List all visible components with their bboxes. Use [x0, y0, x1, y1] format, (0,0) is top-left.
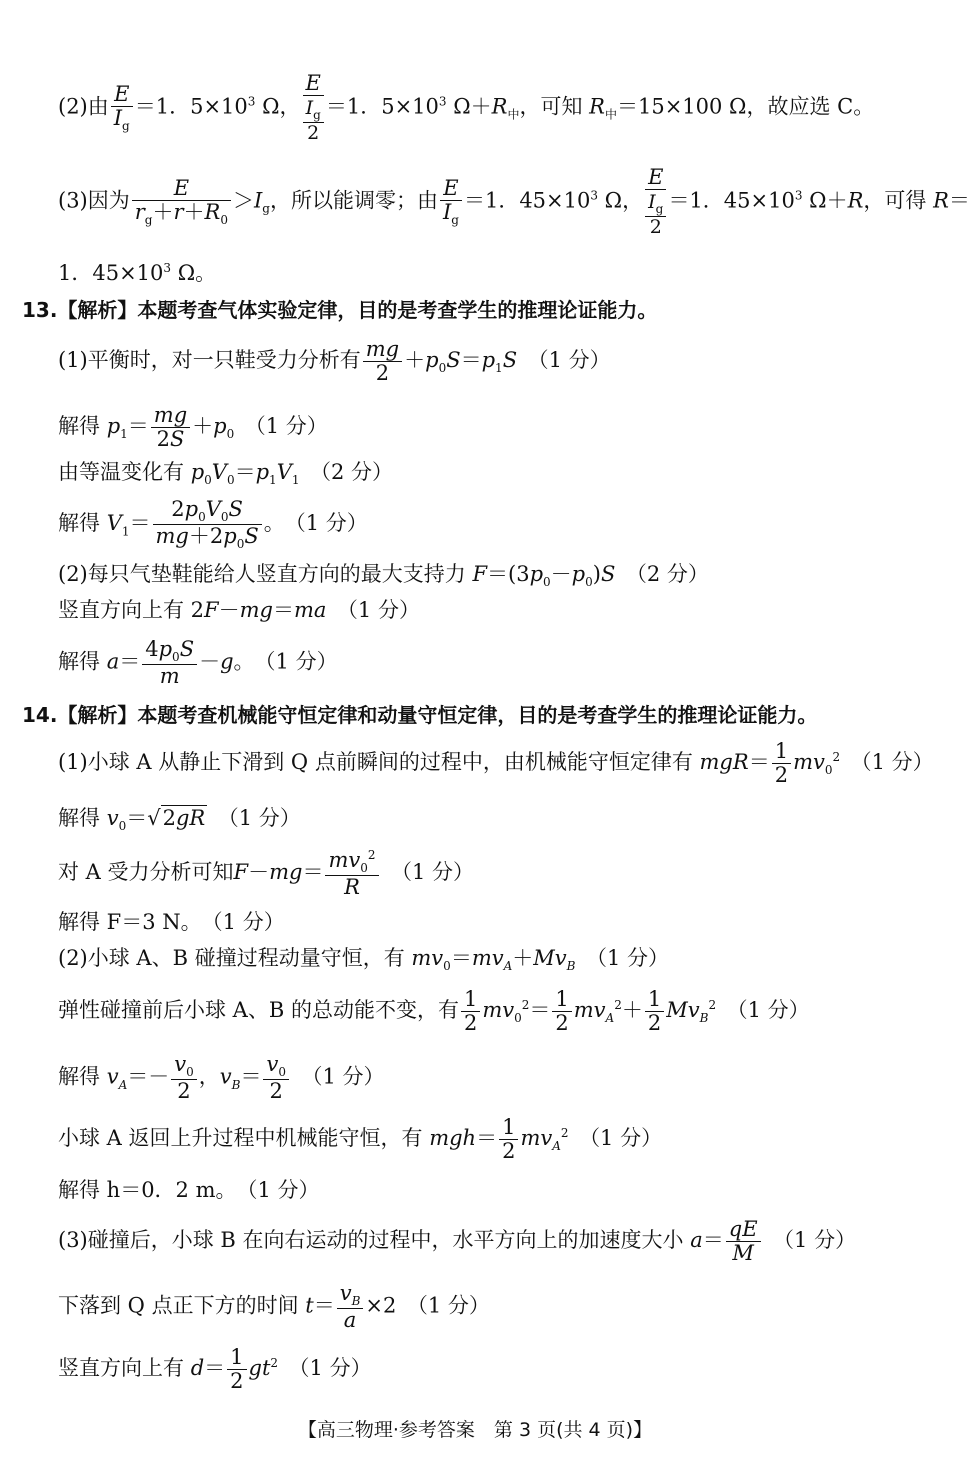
q13-line2: 解得 $p_1=$ $\frac{mg}{2S}$ $+p_0$ （1 分）	[58, 403, 328, 451]
q14-line8: 小球 A 返回上升过程中机械能守恒，有 mgh＝ $\frac{1}{2}$ $mv_A^2$ （1 分）	[58, 1115, 663, 1163]
q12-p3-gt: ＞	[232, 188, 254, 213]
q13-line3: 由等温变化有 $p_0V_0=p_1V_1$ （2 分）	[58, 460, 394, 488]
q12-p3-eq1: ＝1．45×10	[463, 188, 591, 213]
q14-l6-score: （1 分）	[737, 998, 810, 1022]
q14-l10-score: （1 分）	[783, 1228, 857, 1252]
q12-p2-exp2: 3	[438, 94, 447, 109]
q14-line6: 弹性碰撞前后小球 A、B 的总动能不变，有 $\frac{1}{2}$ $mv_0^2=$ $\frac{1}{2}$ $mv_A^2+$ $\frac{1}{2}$ $Mv_B^2$ （1 分）	[58, 987, 810, 1035]
q14-l12-text: 竖直方向上有	[58, 1356, 184, 1380]
q13-l4-text: 解得	[58, 511, 100, 536]
q14-l2-score: （1 分）	[228, 806, 301, 830]
q13-line6: 竖直方向上有 2F－mg＝ma （1 分）	[58, 598, 420, 622]
q12-p3-exp: 3	[590, 188, 598, 203]
q13-heading: 13.【解析】本题考查气体实验定律，目的是考查学生的推理论证能力。	[22, 298, 658, 322]
q13-line7: 解得 a＝ $\frac{4p_0S}{m}$ －g。 （1 分）	[58, 637, 338, 689]
q14-l10-text: (3)碰撞后，小球 B 在向右运动的过程中，水平方向上的加速度大小	[58, 1228, 684, 1252]
q14-l11-text: 下落到 Q 点正下方的时间	[58, 1293, 299, 1318]
q12-p3-tail: ，可得	[863, 188, 927, 213]
q14-l9-score: （1 分）	[247, 1178, 320, 1202]
q12-p3-comma: ，所以能调零；由	[269, 188, 438, 213]
q14-l7-score: （1 分）	[311, 1064, 385, 1089]
q14-l2-text: 解得	[58, 806, 100, 830]
q12-p2-exp1: 3	[247, 94, 256, 109]
q14-line11: 下落到 Q 点正下方的时间 t＝ $\frac{v_B}{a}$ ×2 （1 分）	[58, 1281, 490, 1333]
q14-line3: 对 A 受力分析可知F－mg＝ $\frac{mv_0^2}{R}$ （1 分）	[58, 848, 475, 900]
q14-l4-text: 解得 F＝3 N。	[58, 910, 192, 934]
q12-p2-prefix: (2)由	[58, 94, 109, 119]
q12-p3-eq2: ＝1．45×10	[668, 188, 795, 213]
q14-l6-text: 弹性碰撞前后小球 A、B 的总动能不变，有	[58, 998, 459, 1022]
q12-p2-unit1: Ω，	[255, 94, 301, 119]
q14-l12-score: （1 分）	[299, 1356, 372, 1380]
q13-l2-text: 解得	[58, 414, 100, 438]
q14-l5-score: （1 分）	[596, 946, 670, 970]
q14-l9-text: 解得 h＝0．2 m。	[58, 1178, 227, 1202]
q14-line10: (3)碰撞后，小球 B 在向右运动的过程中，水平方向上的加速度大小 a＝ $\frac{qE}{M}$ （1 分）	[58, 1217, 857, 1265]
q14-line7: 解得 $v_A=-$ $\frac{v_0}{2}$ ，$v_B=$ $\frac{v_0}{2}$ （1 分）	[58, 1052, 385, 1104]
q12-p3-final-unit: Ω。	[171, 261, 217, 285]
q12-p2-eq2: ＝1．5×10	[325, 94, 439, 119]
q14-l11-score: （1 分）	[417, 1293, 490, 1318]
q14-l3-score: （1 分）	[401, 860, 475, 885]
q14-l8-score: （1 分）	[589, 1126, 663, 1150]
q13-l3-text: 由等温变化有	[58, 460, 184, 484]
q12-p3: (3)因为 $\frac{E}{r_g+r+R_0}$ $>I_g$，所以能调零；由 $\frac{E}{I_g}$ ＝1．$45\times 10^3$ Ω， $\frac{E}{\frac{I_g}{2}}$ ＝1．$45\times 10^3$ Ω＋R，可得 R＝	[58, 165, 970, 238]
q14-line9	[58, 1180, 320, 1201]
q14-l7-text: 解得	[58, 1064, 100, 1089]
q12-p3-prefix: (3)因为	[58, 188, 130, 213]
q13-l3-score: （2 分）	[320, 460, 394, 484]
q14-line1: (1)小球 A 从静止下滑到 Q 点前瞬间的过程中，由机械能守恒定律有 mgR＝ $\frac{1}{2}$ $mv_0^2$ （1 分）	[58, 739, 934, 787]
q13-line5: (2)每只气垫鞋能给人竖直方向的最大支持力 $F=(3p_0-p_0)S$ （2 分）	[58, 562, 709, 590]
q12-p3-unit1: Ω，	[598, 188, 644, 213]
q13-l6-text: 竖直方向上有	[58, 598, 184, 622]
q13-l4-score: （1 分）	[295, 511, 368, 536]
q14-heading: 14.【解析】本题考查机械能守恒定律和动量守恒定律，目的是考查学生的推理论证能力。	[22, 703, 818, 727]
q13-l7-text: 解得	[58, 649, 100, 674]
q13-l2-score: （1 分）	[255, 414, 328, 438]
q12-p3-ig: I	[253, 188, 263, 213]
q13-line1: (1)平衡时，对一只鞋受力分析有 $\frac{mg}{2}$ $+p_0S=p_1S$ （1 分）	[58, 337, 611, 385]
q13-l1-text: (1)平衡时，对一只鞋受力分析有	[58, 348, 361, 372]
q12-p2-rmid2: ＝15×100 Ω，故应选 C。	[616, 94, 875, 119]
q13-l6-score: （1 分）	[347, 598, 420, 622]
q14-line12: 竖直方向上有 d＝ $\frac{1}{2}$ $gt^2$ （1 分）	[58, 1345, 372, 1393]
q14-line2: 解得 $v_0=√2gR$ （1 分）	[58, 806, 301, 834]
q14-l3-text: 对 A 受力分析可知	[58, 860, 234, 885]
q12-p2-sub-mid: 中	[507, 107, 520, 122]
q12-p2-rmid: ，可知	[519, 94, 583, 119]
q14-line4	[58, 912, 285, 933]
q14-l5-text: (2)小球 A、B 碰撞过程动量守恒，有	[58, 946, 405, 970]
q14-l8-text: 小球 A 返回上升过程中机械能守恒，有	[58, 1126, 423, 1150]
q14-l1-score: （1 分）	[861, 750, 934, 774]
q13-l1-score: （1 分）	[538, 348, 611, 372]
q12-p3-final-line: 1．45×10	[58, 261, 164, 285]
q14-line5: (2)小球 A、B 碰撞过程动量守恒，有 $mv_0=mv_A+Mv_B$ （1 分）	[58, 946, 670, 974]
q12-p2-unit2: Ω＋	[446, 94, 492, 119]
q12-p2-eq1: ＝1．5×10	[134, 94, 248, 119]
q14-l4-score: （1 分）	[212, 910, 285, 934]
page-footer: 【高三物理·参考答案 第 3 页(共 4 页)】	[297, 1419, 653, 1441]
q12-p3-final-exp: 3	[163, 261, 172, 275]
q13-line4: 解得 $V_1=$ $\frac{2p_0V_0S}{mg+2p_0S}$ 。 （1 分）	[58, 497, 368, 552]
q12-p3-unit2: Ω＋	[802, 188, 848, 213]
q12-p2: (2)由 $\frac{E}{I_g}$ ＝1．$5\times 10^3$ Ω， $\frac{E}{\frac{I_g}{2}}$ ＝1．$5\times 10^3$ $\Omega+R_中$，可知 $R_中=15\times 100$ Ω，故应选 C。	[58, 71, 875, 144]
q13-l7-score: （1 分）	[265, 649, 338, 674]
q13-l5-text: (2)每只气垫鞋能给人竖直方向的最大支持力	[58, 562, 466, 586]
q13-l5-score: （2 分）	[636, 562, 709, 586]
q14-l1-text: (1)小球 A 从静止下滑到 Q 点前瞬间的过程中，由机械能守恒定律有	[58, 750, 693, 774]
q12-p3-final	[58, 262, 216, 284]
